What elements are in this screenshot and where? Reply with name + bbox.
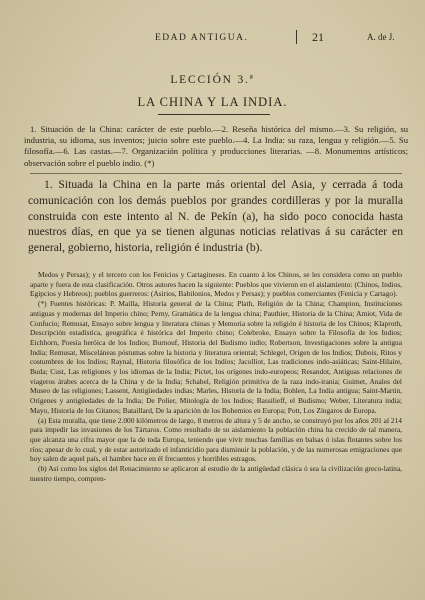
lesson-subtitle: LA CHINA Y LA INDIA. <box>137 95 288 109</box>
header-divider <box>296 30 297 44</box>
page-number: 21 <box>312 30 324 44</box>
header-mark: A. de J. <box>367 32 395 42</box>
main-paragraph: 1. Situada la China en la parte más oriental del Asia, y cerrada á toda comunicación con los demás pueblos por grandes cordilleras y por la muralla construida con este intento al N. de Pekín (a), ha sido poco conocida hasta nuestros días, en que ya se tienen algunas noticias relativas á su carácter en general, gobierno, historia, religión é industria (b). <box>28 178 403 255</box>
footnotes <box>30 270 402 483</box>
title-rule <box>158 114 270 115</box>
footnote-b: (b) Así como los siglos del Renacimiento se aplicaron al estudio de la antigüedad clásica ó sea la civilización greco-latina, nuestro tiempo, compren- <box>30 464 402 483</box>
header-title: EDAD ANTIGUA. <box>155 33 249 43</box>
running-header <box>0 30 425 46</box>
lesson-summary: 1. Situación de la China: carácter de este pueblo.—2. Reseña histórica del mismo.—3. Su religión, su industria, su idioma, sus inventos; juicio sobre este pueblo.—4. La India: su raza, lengua y religión.—5. Su filosofía.—6. Las castas.—7. Organización política y producciones literarias. —8. Monumentos artísticos; observación sobre el pueblo indio. (*) <box>24 124 408 168</box>
footnote-a: (a) Esta muralla, que tiene 2.000 kilómetros de largo, 8 metros de altura y 5 de ancho, se construyó por los años 201 al 214 para impedir las invasiones de los Tártaros. Como resultado de su aislamiento la población china ha crecido de tal manera, que alcanza una cifra mayor que la de toda Europa, teniendo que vivir muchas familias en balsas ó islas flotantes sobre los ríos; apesar de lo cual, y de estar autorizado el infanticidio para disminuir la población, y de las numerosas emigraciones que hoy salen de aquel país, el hambre hace en él frecuentes y horribles estragos. <box>30 415 402 464</box>
footnote-sources: (*) Fuentes históricas: P. Mailla, Historia general de la China; Plath, Religión de la China; Champion, Instituciones antiguas y modernas del Imperio chino; Perny, Gramática de la lengua china; Pauthier, Historia de la China; Amiot, Vida de Confucio; Remusat, Ensayo sobre lengua y literatura chinas y Memoria sobre la religión é historia de los Chinos; Klaproth, Descripción estadística, geográfica é histórica del Imperio chino; Colebroke, Ensayo sobre la Filosofía de los Indios; Eichhorn, Poesía heróica de los Indios; Burnouf, Historia del Budismo indio; Robertson, Investigaciones sobre la antigua India; Remusat, Misceláneas póstumas sobre la historia y literatura oriental; Schlegel, Origen de los Indios; Dubois, Ritos y costumbres de los Indios; Raynal, Historia filosófica de los Indios; Jacolliot, Las tradiciones indo-asiáticas; Saint-Hilaire, Buda; Cust, Las religiones y los idiomas de la India; Pictet, los orígenes indo-europeos; Resandot, Antiguas relaciones de viageros árabes acerca de la China y de la India; Schabel, Religión primitiva de la raza indo-irania; Guimet, Anales del Museo de las religiones; Lassent, Antigüedades indias; Marles, Historia de la India; Bohlen, La India antigua; Saint-Martin, Orígenes y antigüedades de la India; De Polier, Mitología de los Indios; Bassilieff, el Budismo; Weber, Literatura india; Mayo, Historia de los Gitanos; Bataillard, De la aparición de los Bohemios en Europa; Pott, Los Zíngaros de Europa. <box>30 299 402 415</box>
footnote-continuation: Medos y Persas); y el tercero con los Fenicios y Cartagineses. En cuanto á los Chinos, se les considera como un pueblo aparte y fuera de esta clasificación. Otros autores hacen la siguiente: Pueblos que vivieron en el aislamiento: (Chinos, Indios, Egipcios y Hebreos); pueblos guerreros: (Asirios, Babilonios, Medos y Persas); y pueblos comerciantes (Fenicia y Cartago). <box>30 270 402 299</box>
summary-rule <box>30 173 402 174</box>
lesson-heading: LECCIÓN 3.ª <box>170 74 255 86</box>
